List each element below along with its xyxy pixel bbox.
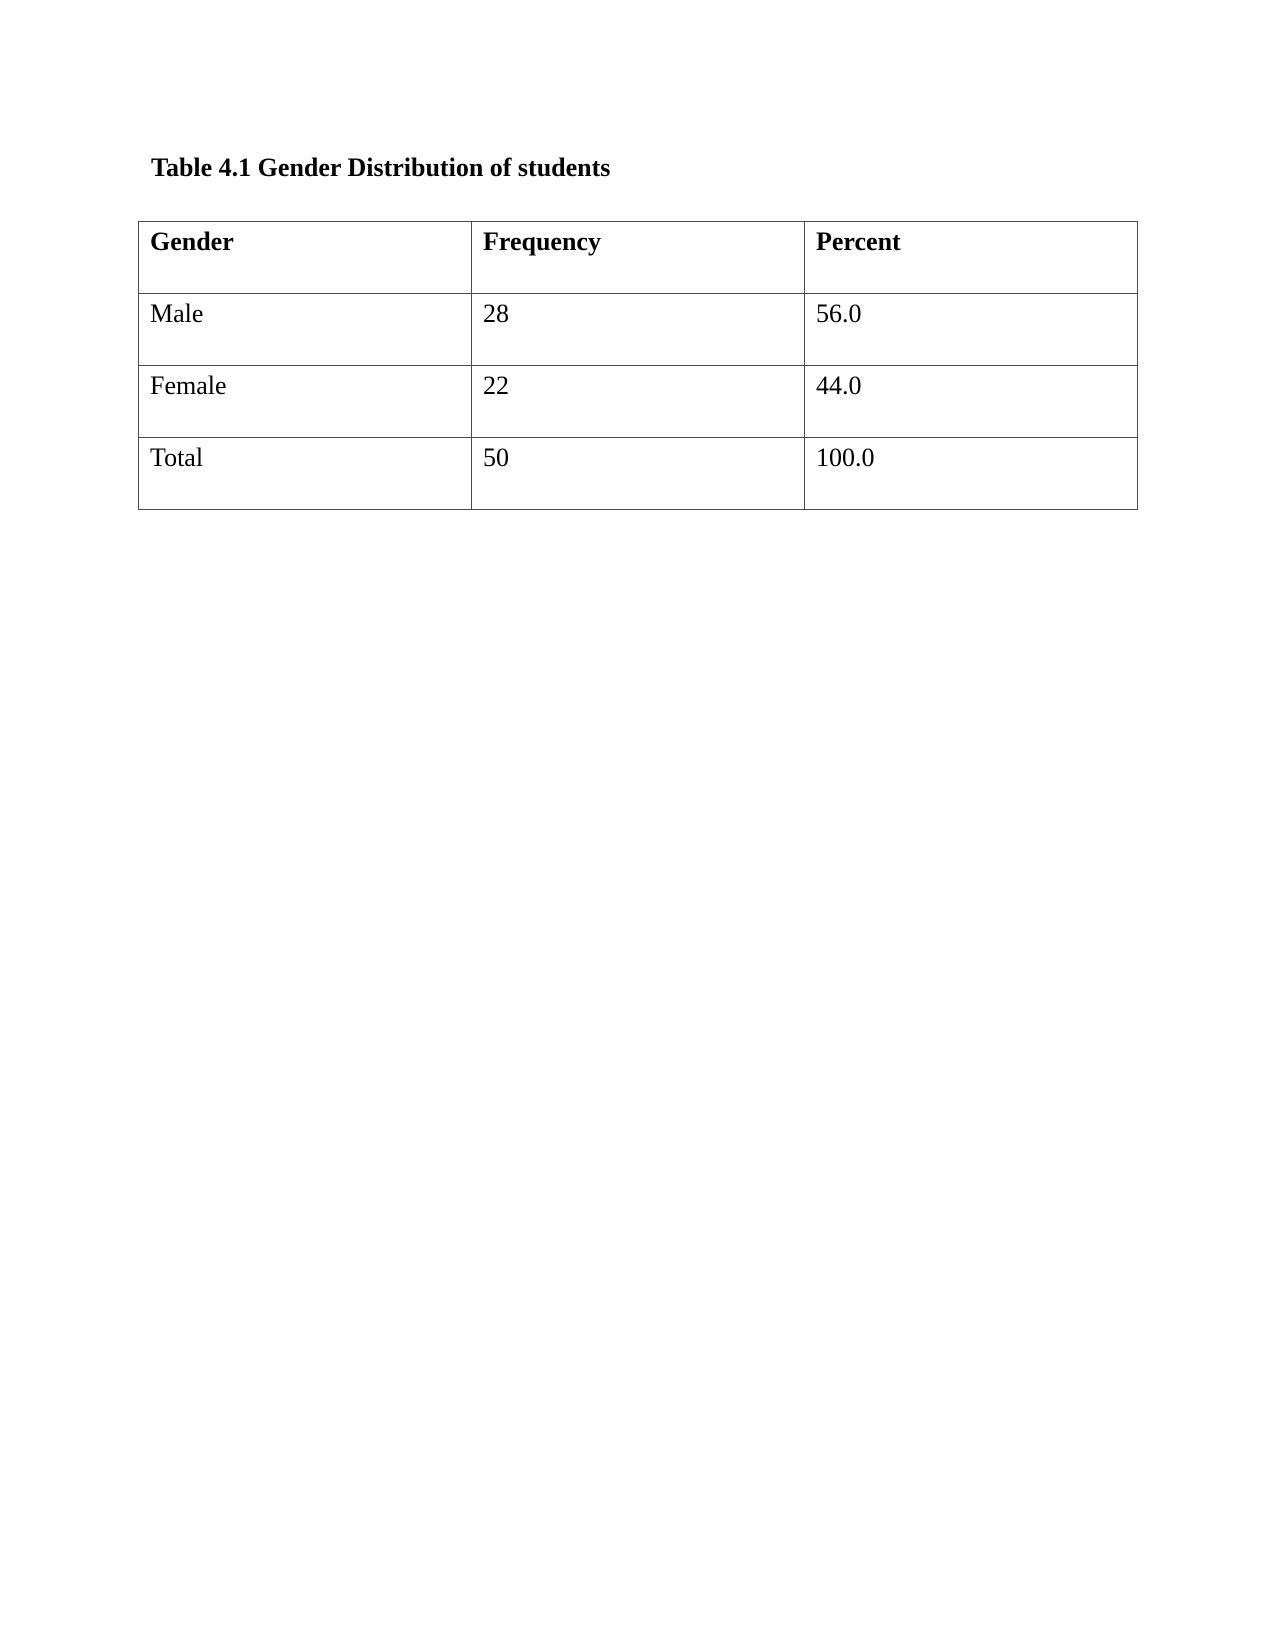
cell-gender: Female (139, 366, 472, 438)
cell-gender: Total (139, 438, 472, 510)
cell-percent: 56.0 (805, 294, 1138, 366)
table-header (139, 222, 1138, 294)
gender-distribution-table (138, 221, 1138, 510)
cell-frequency: 22 (472, 366, 805, 438)
cell-frequency: 28 (472, 294, 805, 366)
header-percent: Percent (805, 222, 1138, 294)
table-row (139, 366, 1138, 438)
table-body (139, 294, 1138, 510)
cell-gender: Male (139, 294, 472, 366)
table-row (139, 438, 1138, 510)
cell-percent: 44.0 (805, 366, 1138, 438)
header-gender: Gender (139, 222, 472, 294)
cell-frequency: 50 (472, 438, 805, 510)
header-row (139, 222, 1138, 294)
table-row (139, 294, 1138, 366)
cell-percent: 100.0 (805, 438, 1138, 510)
header-frequency: Frequency (472, 222, 805, 294)
table-caption: Table 4.1 Gender Distribution of students (151, 153, 611, 182)
